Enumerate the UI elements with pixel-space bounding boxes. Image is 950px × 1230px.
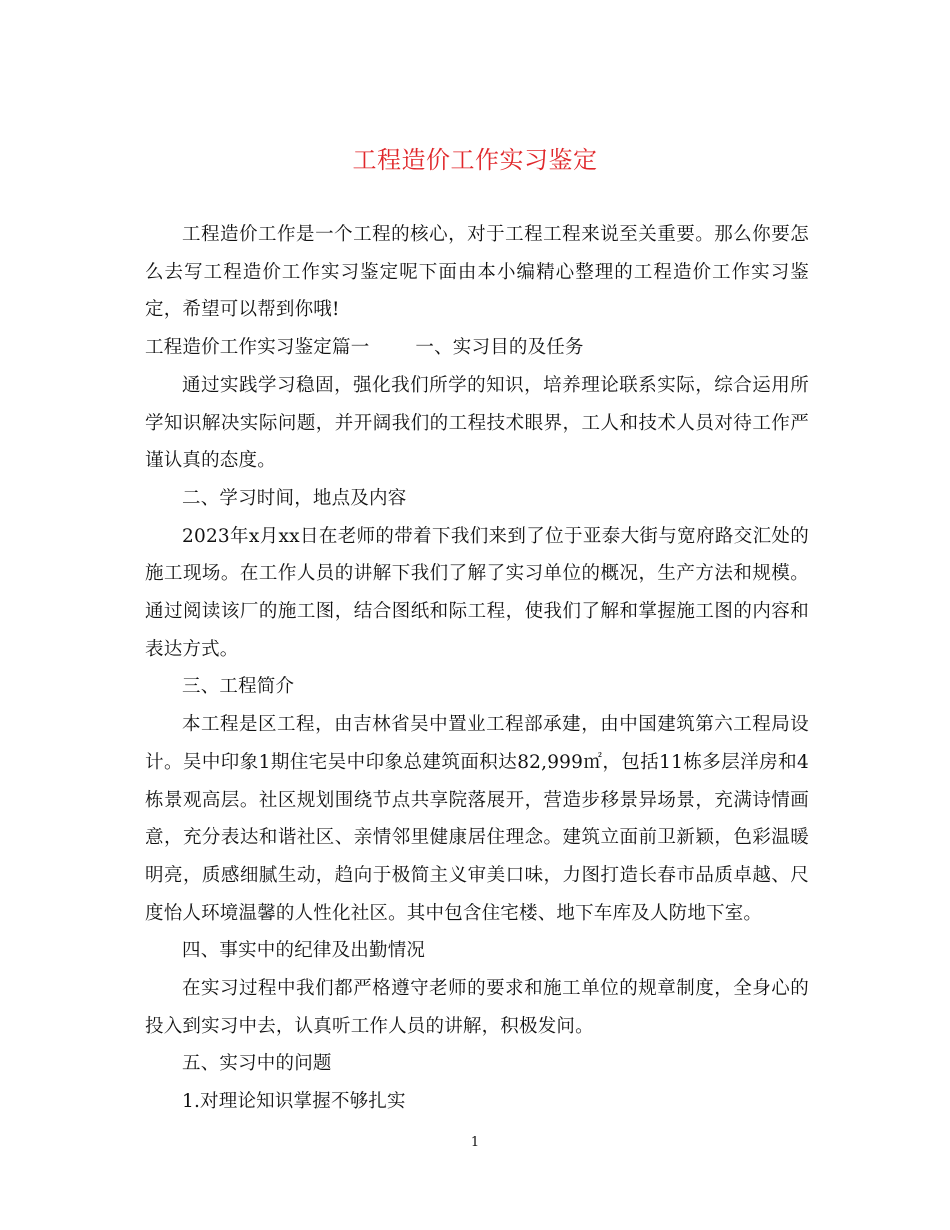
paragraph-time-place: 2023年x月xx日在老师的带着下我们来到了位于亚泰大街与宽府路交汇处的施工现场。在工作人员的讲解下我们了解了实习单位的概况，生产方法和规模。通过阅读该厂的施工图，结合图纸和际工程，使我们了解和掌握施工图的内容和表达方式。 bbox=[145, 525, 809, 660]
document-body bbox=[145, 216, 809, 1121]
paragraph-purpose: 通过实践学习稳固，强化我们所学的知识，培养理论联系实际，综合运用所学知识解决实际问题，并开阔我们的工程技术眼界，工人和技术人员对待工作严谨认真的态度。 bbox=[145, 374, 809, 472]
section-heading-4: 四、事实中的纪律及出勤情况 bbox=[182, 940, 426, 962]
section-heading-line bbox=[145, 329, 809, 367]
list-item-1: 1.对理论知识掌握不够扎实 bbox=[182, 1091, 406, 1113]
section-heading-2: 二、学习时间，地点及内容 bbox=[182, 487, 407, 509]
paragraph-discipline: 在实习过程中我们都严格遵守老师的要求和施工单位的规章制度，全身心的投入到实习中去，认真听工作人员的讲解，积极发问。 bbox=[145, 978, 809, 1037]
section-heading-5: 五、实习中的问题 bbox=[182, 1053, 332, 1075]
paragraph-project-intro: 本工程是区工程，由吉林省吴中置业工程部承建，由中国建筑第六工程局设计。吴中印象1期住宅吴中印象总建筑面积达82,999㎡，包括11栋多层洋房和4栋景观高层。社区规划围绕节点共享院落展开，营造步移景异场景，充满诗情画意，充分表达和谐社区、亲情邻里健康居住理念。建筑立面前卫新颖，色彩温暖明亮，质感细腻生动，趋向于极简主义审美口味，力图打造长春市品质卓越、尺度怡人环境温馨的人性化社区。其中包含住宅楼、地下车库及人防地下室。 bbox=[145, 714, 809, 924]
document-title: 工程造价工作实习鉴定 bbox=[352, 146, 598, 174]
section-heading-1: 一、实习目的及任务 bbox=[415, 337, 584, 359]
page-number: 1 bbox=[470, 1135, 480, 1150]
intro-paragraph: 工程造价工作是一个工程的核心，对于工程工程来说至关重要。那么你要怎么去写工程造价工作实习鉴定呢下面由本小编精心整理的工程造价工作实习鉴定，希望可以帮到你哦! bbox=[145, 224, 809, 321]
article-heading: 工程造价工作实习鉴定篇一 bbox=[145, 337, 370, 359]
section-heading-3: 三、工程简介 bbox=[182, 676, 295, 698]
